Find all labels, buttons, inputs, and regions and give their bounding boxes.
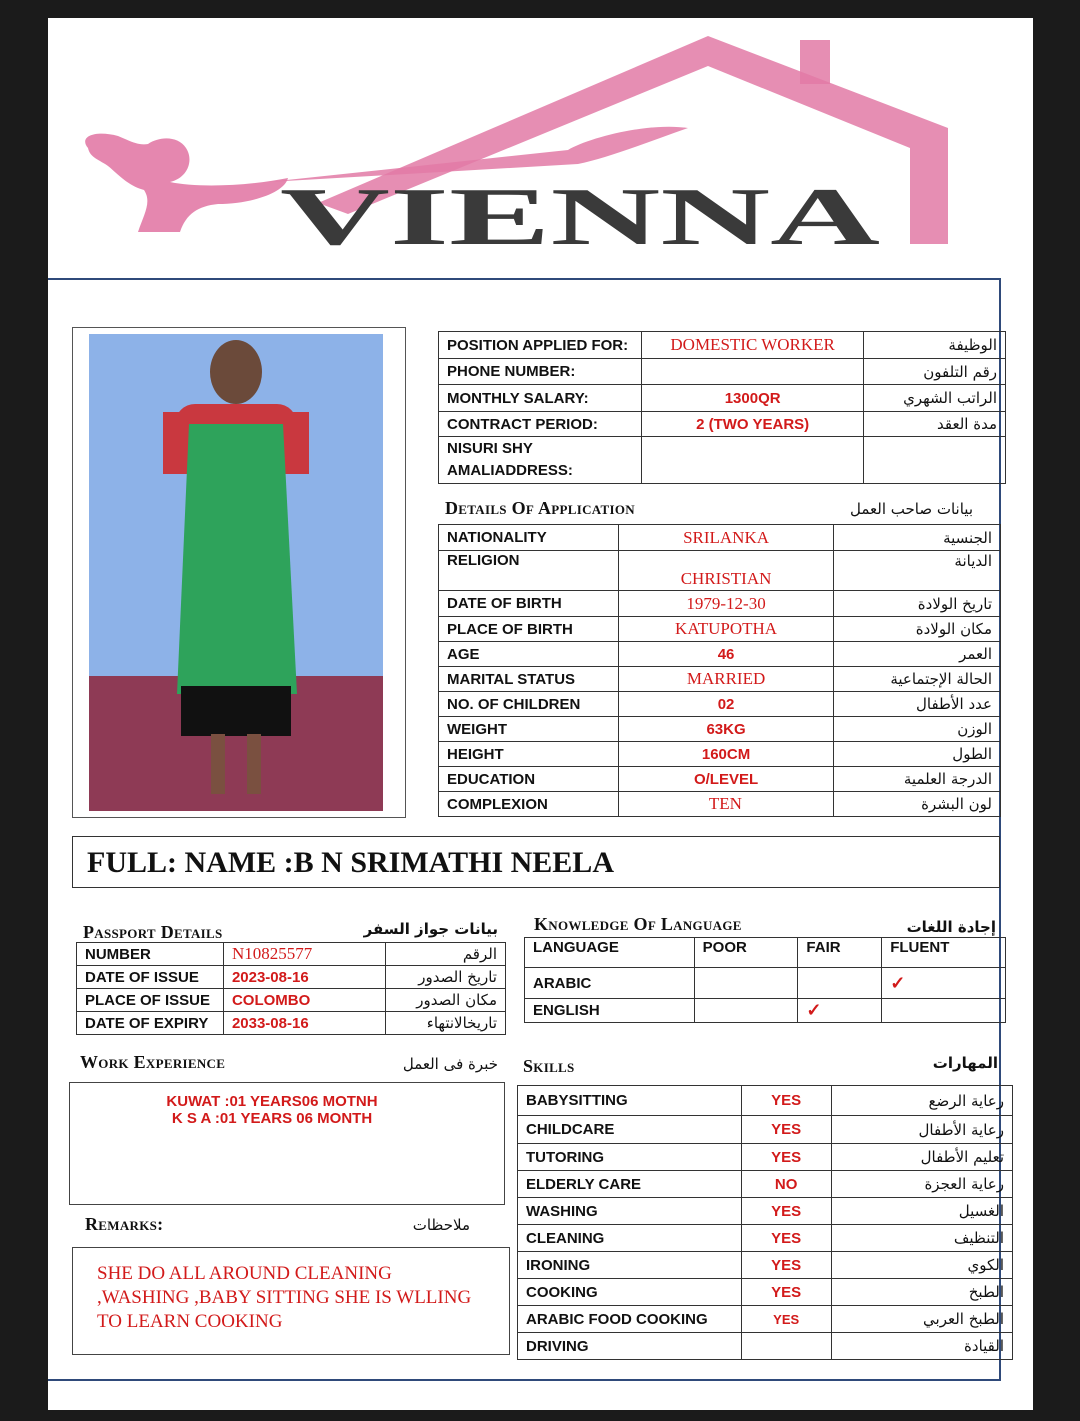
label-issue-place: PLACE OF ISSUE [77,989,224,1012]
lang-name-english: ENGLISH [525,999,695,1023]
frame-top-line [48,278,1001,280]
label-nationality: NATIONALITY [439,525,619,551]
skill-elderly-ar: رعاية العجزة [831,1171,1012,1198]
skill-childcare-value: YES [741,1116,831,1144]
label-education: EDUCATION [439,767,619,792]
value-education: O/LEVEL [618,767,833,792]
value-dob: 1979-12-30 [618,591,833,617]
lang-english-poor [694,999,798,1023]
label-issue-date: DATE OF ISSUE [77,966,224,989]
passport-table [76,942,506,1035]
value-issue-date: 2023-08-16 [223,966,385,989]
applicant-photo [89,334,383,811]
skill-elderly-label: ELDERLY CARE [518,1171,742,1198]
ar-position: الوظيفة [864,332,1006,359]
logo-chimney [800,40,830,84]
language-ar-title: إجادة اللغات [906,918,996,936]
ar-expiry-date: تاريخالانتهاء [386,1012,506,1035]
ar-pob: مكان الولادة [834,617,1001,642]
skill-cooking-value: YES [741,1279,831,1306]
skill-elderly-value: NO [741,1171,831,1198]
skill-driving-label: DRIVING [518,1333,742,1360]
remarks-title: Remarks: [85,1214,164,1234]
logo-woman-icon [85,134,288,232]
skill-arabic-food-ar: الطبخ العربي [831,1306,1012,1333]
value-issue-place: COLOMBO [223,989,385,1012]
skill-washing-value: YES [741,1198,831,1225]
remarks-box [72,1247,510,1355]
value-expiry-date: 2033-08-16 [223,1012,385,1035]
skill-cleaning-label: CLEANING [518,1225,742,1252]
label-phone: PHONE NUMBER: [439,359,642,385]
skill-washing-label: WASHING [518,1198,742,1225]
skill-childcare-ar: رعاية الأطفال [831,1116,1012,1144]
details-table [438,524,1001,817]
skill-ironing-value: YES [741,1252,831,1279]
lang-english-fluent [882,999,1006,1023]
ar-nationality: الجنسية [834,525,1001,551]
skill-driving-value [741,1333,831,1360]
label-address [439,437,642,484]
lang-header-fluent: FLUENT [882,938,1006,968]
value-marital: MARRIED [618,667,833,692]
details-ar-title: بيانات صاحب العمل [850,500,973,518]
label-salary: MONTHLY SALARY: [439,385,642,412]
skill-cleaning-value: YES [741,1225,831,1252]
label-passport-number: NUMBER [77,943,224,966]
work-title: Work Experience [80,1052,226,1072]
value-passport-number: N10825577 [223,943,385,966]
skill-babysitting-label: BABYSITTING [518,1086,742,1116]
lang-name-arabic: ARABIC [525,968,695,999]
skill-babysitting-ar: رعاية الرضع [831,1086,1012,1116]
work-line-1: KUWAT :01 YEARS06 MOTNH [166,1093,378,1110]
skill-washing-ar: الغسيل [831,1198,1012,1225]
lang-header-language: LANGUAGE [525,938,695,968]
skill-childcare-label: CHILDCARE [518,1116,742,1144]
language-title: Knowledge Of Language [534,914,742,934]
ar-issue-place: مكان الصدور [386,989,506,1012]
label-address-line1: NISURI SHY [447,440,533,457]
skill-ironing-ar: الكوي [831,1252,1012,1279]
label-dob: DATE OF BIRTH [439,591,619,617]
ar-issue-date: تاريخ الصدور [386,966,506,989]
logo-text: VIENNA [280,171,880,262]
work-box [69,1082,505,1205]
value-children: 02 [618,692,833,717]
value-position: DOMESTIC WORKER [641,332,863,359]
lang-header-poor: POOR [694,938,798,968]
value-salary: 1300QR [641,385,863,412]
label-expiry-date: DATE OF EXPIRY [77,1012,224,1035]
skill-cooking-label: COOKING [518,1279,742,1306]
work-ar-title: خبرة فى العمل [402,1055,498,1073]
label-religion: RELIGION [439,551,619,591]
ar-marital: الحالة الإجتماعية [834,667,1001,692]
skill-tutoring-label: TUTORING [518,1144,742,1171]
language-table [524,937,1006,1023]
skill-driving-ar: القيادة [831,1333,1012,1360]
lang-header-fair: FAIR [798,938,882,968]
ar-address [864,437,1006,484]
skill-ironing-label: IRONING [518,1252,742,1279]
label-complexion: COMPLEXION [439,792,619,817]
ar-dob: تاريخ الولادة [834,591,1001,617]
ar-age: العمر [834,642,1001,667]
label-height: HEIGHT [439,742,619,767]
label-children: NO. OF CHILDREN [439,692,619,717]
skill-cleaning-ar: التنظيف [831,1225,1012,1252]
value-religion: CHRISTIAN [618,551,833,591]
remarks-ar-title: ملاحظات [412,1216,470,1234]
work-line-2: K S A :01 YEARS 06 MONTH [171,1110,373,1127]
lang-arabic-fair [798,968,882,999]
ar-contract: مدة العقد [864,412,1006,437]
skill-arabic-food-label: ARABIC FOOD COOKING [518,1306,742,1333]
value-complexion: TEN [618,792,833,817]
person-figure-icon [89,334,383,811]
ar-height: الطول [834,742,1001,767]
value-phone [641,359,863,385]
ar-children: عدد الأطفال [834,692,1001,717]
ar-passport-number: الرقم [386,943,506,966]
applicant-photo-frame [72,327,406,818]
label-age: AGE [439,642,619,667]
value-weight: 63KG [618,717,833,742]
value-age: 46 [618,642,833,667]
skill-tutoring-ar: تعليم الأطفال [831,1144,1012,1171]
value-height: 160CM [618,742,833,767]
passport-ar-title: بيانات جواز السفر [363,920,498,938]
skill-cooking-ar: الطبخ [831,1279,1012,1306]
value-address [641,437,863,484]
label-address-line2: AMALIADDRESS: [447,462,573,479]
skills-table [517,1085,1013,1360]
value-nationality: SRILANKA [618,525,833,551]
ar-complexion: لون البشرة [834,792,1001,817]
skill-babysitting-value: YES [741,1086,831,1116]
label-contract: CONTRACT PERIOD: [439,412,642,437]
label-weight: WEIGHT [439,717,619,742]
lang-english-fair-check-icon: ✓ [798,999,882,1023]
label-pob: PLACE OF BIRTH [439,617,619,642]
label-marital: MARITAL STATUS [439,667,619,692]
lang-arabic-fluent-check-icon: ✓ [882,968,1006,999]
skill-arabic-food-value: YES [741,1306,831,1333]
skills-title: Skills [523,1056,575,1076]
top-info-table [438,331,1006,484]
ar-salary: الراتب الشهري [864,385,1006,412]
passport-title: Passport Details [83,922,223,942]
value-pob: KATUPOTHA [618,617,833,642]
details-title: Details Of Application [445,498,635,518]
ar-religion: الديانة [834,551,1001,591]
label-position: POSITION APPLIED FOR: [439,332,642,359]
cv-sheet [48,18,1033,1410]
skill-tutoring-value: YES [741,1144,831,1171]
frame-bottom-line [48,1379,1001,1381]
vienna-logo [48,18,1033,280]
ar-weight: الوزن [834,717,1001,742]
ar-education: الدرجة العلمية [834,767,1001,792]
ar-phone: رقم التلفون [864,359,1006,385]
skills-ar-title: المهارات [932,1054,998,1072]
remarks-text: SHE DO ALL AROUND CLEANING ,WASHING ,BABY SITTING SHE IS WLLING TO LEARN COOKING [97,1263,472,1332]
value-contract: 2 (TWO YEARS) [641,412,863,437]
lang-arabic-poor [694,968,798,999]
full-name: FULL: NAME :B N SRIMATHI NEELA [72,836,1000,888]
